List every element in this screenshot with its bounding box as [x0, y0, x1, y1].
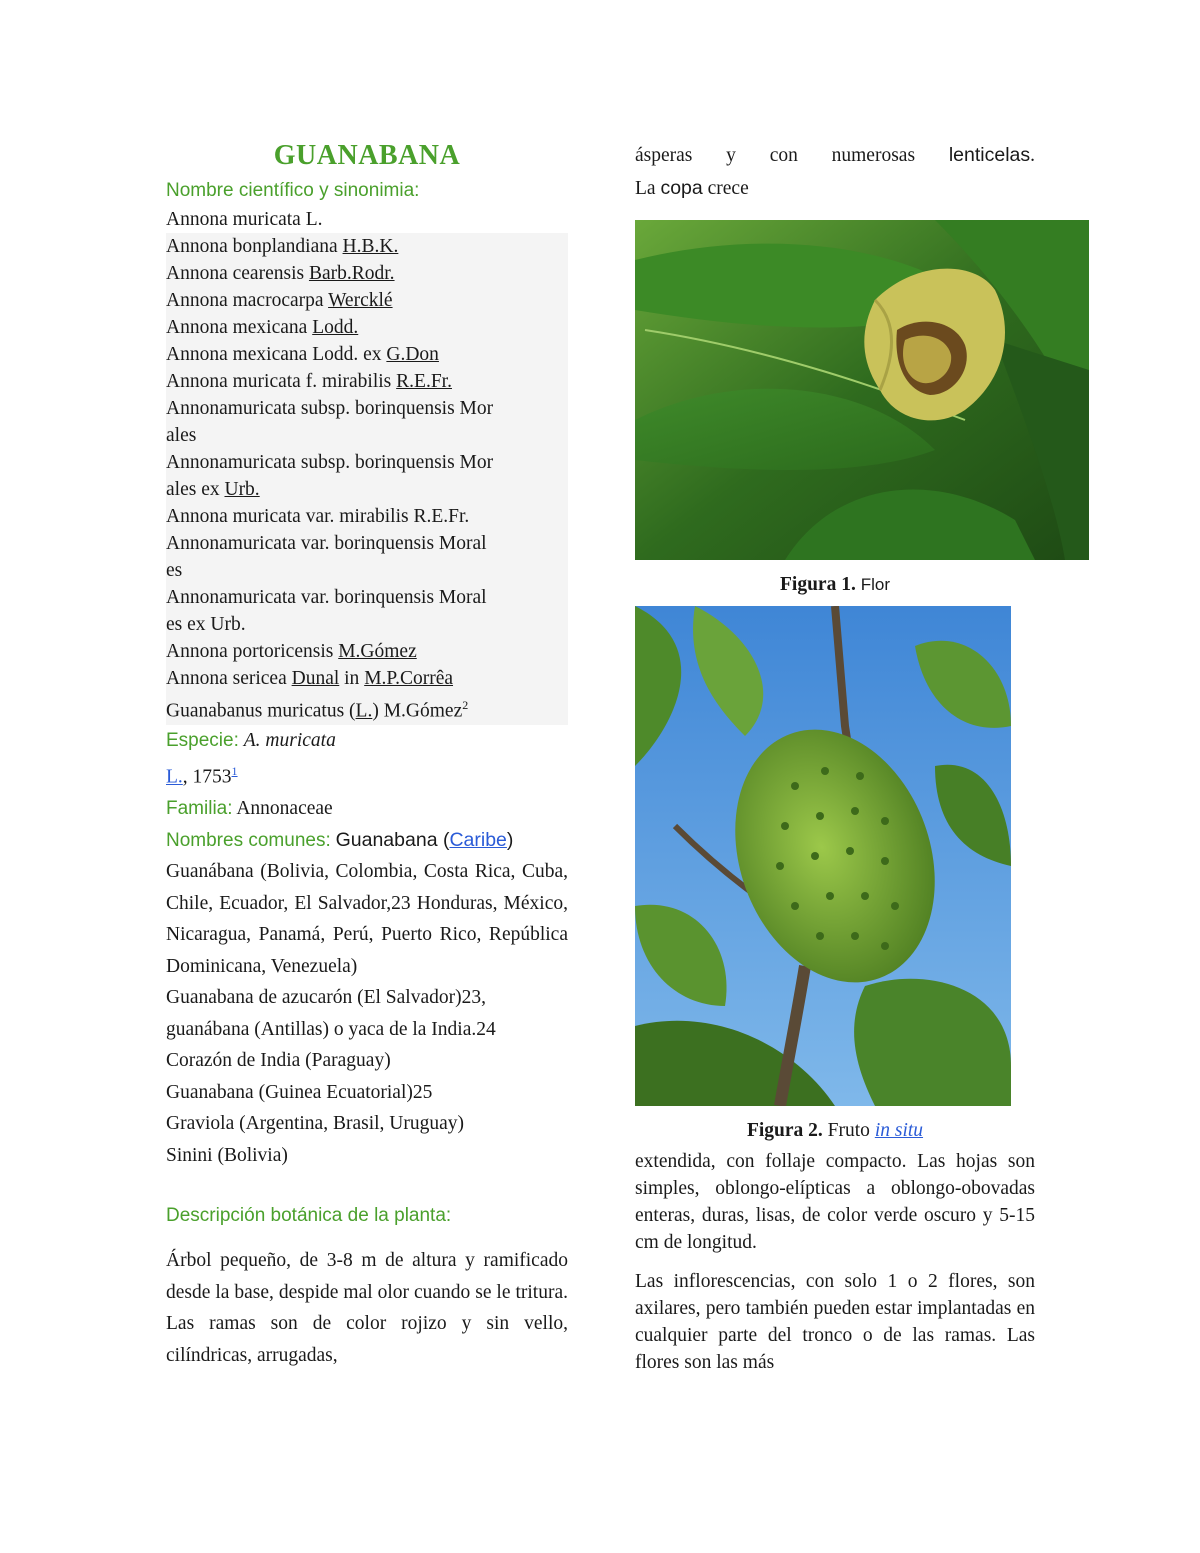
especie-row — [166, 725, 568, 757]
common-names-text: Guanábana (Bolivia, Colombia, Costa Rica, Cuba, Chile, Ecuador, El Salvador,23 Honduras, México, Nicaragua, Panamá, Perú, Puerto Rico, República Dominicana, Venezuela) — [166, 861, 568, 977]
common-name-item: Guanabana de azucarón (El Salvador)23, — [166, 987, 486, 1008]
author-link[interactable]: Lodd. — [312, 317, 359, 338]
author-link[interactable]: L. — [355, 700, 373, 722]
footnote-link[interactable]: 1 — [231, 764, 238, 778]
author-link[interactable]: Wercklé — [328, 290, 393, 311]
common-names-list — [166, 982, 568, 1171]
right-paragraph-1: extendida, con follaje compacto. Las hojas son simples, oblongo-elípticas a oblongo-obovadas enteras, duras, lisas, de color verde oscuro y 5-15 cm de longitud. — [635, 1151, 1035, 1253]
familia-value: Annonaceae — [236, 798, 333, 819]
synonym-item: Annona mexicana Lodd. — [166, 317, 359, 338]
common-name-item: Sinini (Bolivia) — [166, 1144, 288, 1166]
synonym-item: es ex Urb. — [166, 614, 246, 635]
scientific-name-heading: Nombre científico y sinonimia: — [166, 180, 420, 201]
figure-2-fruit-image — [635, 606, 1011, 1106]
author-link[interactable]: Barb.Rodr. — [308, 263, 395, 284]
author-link[interactable]: L. — [166, 766, 183, 788]
common-name-item: Guanabana (Guinea Ecuatorial)25 — [166, 1081, 433, 1103]
right-column — [635, 140, 1035, 1376]
common-name-item: Corazón de India (Paraguay) — [166, 1050, 391, 1071]
synonym-item: Annona muricata f. mirabilis R.E.Fr. — [166, 371, 452, 392]
in-situ-link[interactable]: in situ — [874, 1120, 924, 1141]
comunes-row: Nombres comunes: Guanabana (Caribe) — [166, 828, 514, 851]
synonym-item: Annona mexicana Lodd. ex G.Don — [166, 344, 439, 365]
right-top-line2: La copa crece — [635, 177, 749, 199]
figure-1-flower-image — [635, 220, 1089, 560]
synonym-item: Annona sericea Dunal in M.P.Corrêa — [166, 668, 454, 689]
scientific-name: Annona muricata L. — [166, 209, 323, 230]
synonym-item: Annonamuricata subsp. borinquensis Mor — [166, 452, 494, 473]
common-name-item: guanábana (Antillas) o yaca de la India.24 — [166, 1018, 496, 1040]
author-link[interactable]: R.E.Fr. — [396, 371, 452, 392]
familia-row — [166, 793, 568, 825]
author-link[interactable]: M.Gómez — [338, 641, 417, 662]
synonym-item: Annona muricata var. mirabilis R.E.Fr. — [166, 506, 470, 527]
synonym-list — [166, 233, 568, 665]
common-name-item: Graviola (Argentina, Brasil, Uruguay) — [166, 1113, 465, 1134]
figure-2-caption: Figura 2. Fruto in situ — [746, 1120, 924, 1141]
synonym-item: es — [166, 560, 183, 581]
synonym-item: Guanabanus muricatus (L.) M.Gómez$^2$ — [166, 698, 469, 722]
caribe-link[interactable]: Caribe — [449, 828, 507, 851]
synonym-item: Annona portoricensis M.Gómez — [166, 641, 417, 662]
synonym-item: Annonamuricata subsp. borinquensis Mor — [166, 398, 494, 419]
author-link[interactable]: Dunal — [291, 668, 340, 689]
synonym-item: Annona cearensis Barb.Rodr. — [166, 263, 395, 284]
figure-1-caption: Figura 1. Flor — [780, 574, 890, 595]
left-column — [166, 140, 568, 1371]
synonym-item: Annonamuricata var. borinquensis Moral — [166, 587, 487, 608]
description-text: Árbol pequeño, de 3-8 m de altura y ramificado desde la base, despide mal olor cuando se le tritura. Las ramas son de color rojizo y sin vello, cilíndricas, arrugadas, — [166, 1250, 568, 1366]
familia-label: Familia: — [166, 798, 233, 819]
synonym-item: Annonamuricata var. borinquensis Moral — [166, 533, 487, 554]
author-link[interactable]: Urb. — [224, 479, 260, 500]
comunes-label: Nombres comunes: — [166, 829, 331, 851]
synonym-item: Annona bonplandiana H.B.K. — [166, 236, 399, 257]
synonym-item: ales ex Urb. — [166, 479, 260, 500]
description-heading: Descripción botánica de la planta: — [166, 1205, 452, 1226]
page-title: GUANABANA — [273, 140, 461, 171]
especie-label: Especie: — [166, 729, 239, 751]
especie-value: A. muricata — [243, 729, 336, 751]
author-link[interactable]: G.Don — [386, 344, 439, 365]
right-paragraph-2: Las inflorescencias, con solo 1 o 2 flores, son axilares, pero también pueden estar implantadas en cualquier parte del tronco o de las ramas. Las flores son las más — [635, 1271, 1035, 1373]
synonym-item: Annona macrocarpa Wercklé — [166, 290, 393, 311]
author-row: L., 1753$^1$ — [166, 764, 238, 788]
synonym-item: ales — [166, 425, 197, 446]
author-link[interactable]: M.P.Corrêa — [364, 668, 454, 689]
author-link[interactable]: H.B.K. — [342, 236, 399, 257]
right-top-line: ásperas y con numerosas lenticelas. — [635, 144, 1035, 166]
